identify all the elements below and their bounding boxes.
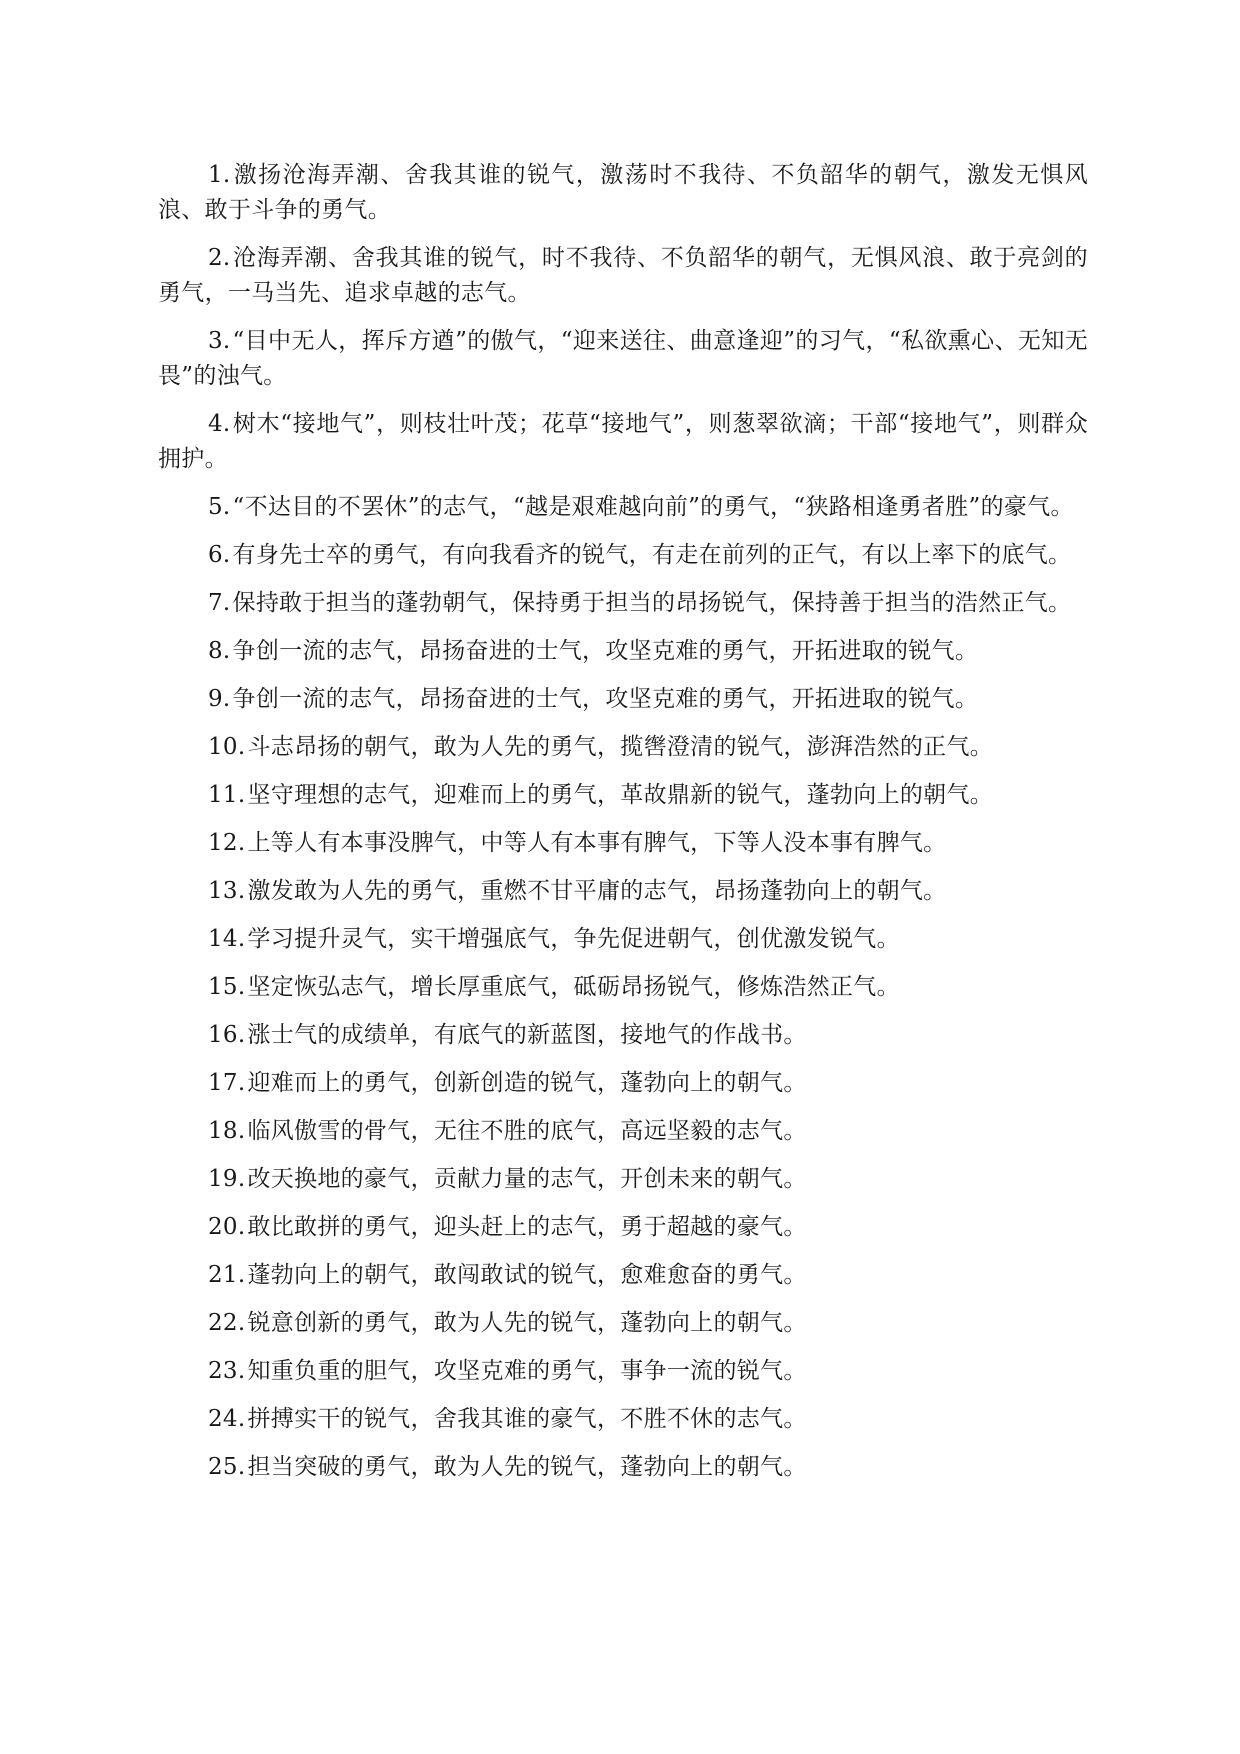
item-text: 激扬沧海弄潮、舍我其谁的锐气，激荡时不我待、不负韶华的朝气，激发无惧风浪、敢于斗争的勇气。 — [158, 162, 1088, 223]
item-text: “目中无人，挥斥方遒”的傲气，“迎来送往、曲意逢迎”的习气，“私欲熏心、无知无畏”的浊气。 — [158, 328, 1088, 389]
item-number: 10. — [208, 734, 246, 760]
list-item-18 — [158, 1114, 1088, 1149]
item-number: 4. — [208, 411, 231, 437]
item-number: 25. — [208, 1454, 246, 1480]
item-number: 14. — [208, 926, 246, 952]
item-text: 斗志昂扬的朝气，敢为人先的勇气，揽辔澄清的锐气，澎湃浩然的正气。 — [247, 734, 994, 760]
item-text: 担当突破的勇气，敢为人先的锐气，蓬勃向上的朝气。 — [247, 1454, 807, 1480]
item-text: 争创一流的志气，昂扬奋进的士气，攻坚克难的勇气，开拓进取的锐气。 — [232, 686, 979, 712]
item-number: 13. — [208, 878, 246, 904]
item-number: 22. — [208, 1310, 246, 1336]
list-item-4 — [158, 407, 1088, 477]
item-number: 7. — [208, 590, 231, 616]
item-number: 5. — [208, 494, 231, 520]
item-text: 沧海弄潮、舍我其谁的锐气，时不我待、不负韶华的朝气，无惧风浪、敢于亮剑的勇气，一马当先、追求卓越的志气。 — [158, 245, 1088, 306]
item-number: 3. — [208, 328, 231, 354]
item-number: 19. — [208, 1166, 246, 1192]
item-number: 12. — [208, 830, 246, 856]
list-item-9 — [158, 682, 1088, 717]
item-text: 坚守理想的志气，迎难而上的勇气，革故鼎新的锐气，蓬勃向上的朝气。 — [247, 782, 994, 808]
list-item-21 — [158, 1258, 1088, 1293]
item-number: 21. — [208, 1262, 246, 1288]
list-item-5 — [158, 490, 1088, 525]
list-item-22 — [158, 1306, 1088, 1341]
item-number: 1. — [208, 162, 231, 188]
item-text: 蓬勃向上的朝气，敢闯敢试的锐气，愈难愈奋的勇气。 — [247, 1262, 807, 1288]
item-text: 涨士气的成绩单，有底气的新蓝图，接地气的作战书。 — [247, 1022, 807, 1048]
item-number: 15. — [208, 974, 246, 1000]
list-item-10 — [158, 730, 1088, 765]
item-number: 8. — [208, 638, 231, 664]
document-page — [158, 158, 1088, 1498]
item-text: “不达目的不罢休”的志气，“越是艰难越向前”的勇气，“狭路相逢勇者胜”的豪气。 — [232, 494, 1074, 520]
item-number: 11. — [208, 782, 246, 808]
item-number: 2. — [208, 245, 231, 271]
item-number: 16. — [208, 1022, 246, 1048]
item-text: 迎难而上的勇气，创新创造的锐气，蓬勃向上的朝气。 — [247, 1070, 807, 1096]
item-text: 保持敢于担当的蓬勃朝气，保持勇于担当的昂扬锐气，保持善于担当的浩然正气。 — [232, 590, 1072, 616]
item-text: 知重负重的胆气，攻坚克难的勇气，事争一流的锐气。 — [247, 1358, 807, 1384]
item-number: 20. — [208, 1214, 246, 1240]
item-text: 坚定恢弘志气，增长厚重底气，砥砺昂扬锐气，修炼浩然正气。 — [247, 974, 900, 1000]
list-item-15 — [158, 970, 1088, 1005]
item-text: 树木“接地气”，则枝壮叶茂；花草“接地气”，则葱翠欲滴；干部“接地气”，则群众拥护。 — [158, 411, 1088, 472]
item-text: 锐意创新的勇气，敢为人先的锐气，蓬勃向上的朝气。 — [247, 1310, 807, 1336]
item-number: 17. — [208, 1070, 246, 1096]
list-item-24 — [158, 1402, 1088, 1437]
list-item-25 — [158, 1450, 1088, 1485]
item-number: 24. — [208, 1406, 246, 1432]
list-item-1 — [158, 158, 1088, 228]
list-item-20 — [158, 1210, 1088, 1245]
list-item-13 — [158, 874, 1088, 909]
item-number: 18. — [208, 1118, 246, 1144]
list-item-7 — [158, 586, 1088, 621]
item-text: 有身先士卒的勇气，有向我看齐的锐气，有走在前列的正气，有以上率下的底气。 — [232, 542, 1072, 568]
list-item-12 — [158, 826, 1088, 861]
item-number: 9. — [208, 686, 231, 712]
list-item-16 — [158, 1018, 1088, 1053]
list-item-3 — [158, 324, 1088, 394]
item-text: 学习提升灵气，实干增强底气，争先促进朝气，创优激发锐气。 — [247, 926, 900, 952]
item-number: 23. — [208, 1358, 246, 1384]
item-text: 拼搏实干的锐气，舍我其谁的豪气，不胜不休的志气。 — [247, 1406, 807, 1432]
item-text: 上等人有本事没脾气，中等人有本事有脾气，下等人没本事有脾气。 — [247, 830, 947, 856]
list-item-11 — [158, 778, 1088, 813]
list-item-23 — [158, 1354, 1088, 1389]
item-text: 改天换地的豪气，贡献力量的志气，开创未来的朝气。 — [247, 1166, 807, 1192]
list-item-2 — [158, 241, 1088, 311]
list-item-19 — [158, 1162, 1088, 1197]
list-item-6 — [158, 538, 1088, 573]
item-text: 激发敢为人先的勇气，重燃不甘平庸的志气，昂扬蓬勃向上的朝气。 — [247, 878, 947, 904]
item-text: 争创一流的志气，昂扬奋进的士气，攻坚克难的勇气，开拓进取的锐气。 — [232, 638, 979, 664]
list-item-14 — [158, 922, 1088, 957]
list-item-8 — [158, 634, 1088, 669]
item-number: 6. — [208, 542, 231, 568]
list-item-17 — [158, 1066, 1088, 1101]
item-text: 临风傲雪的骨气，无往不胜的底气，高远坚毅的志气。 — [247, 1118, 807, 1144]
item-text: 敢比敢拼的勇气，迎头赶上的志气，勇于超越的豪气。 — [247, 1214, 807, 1240]
